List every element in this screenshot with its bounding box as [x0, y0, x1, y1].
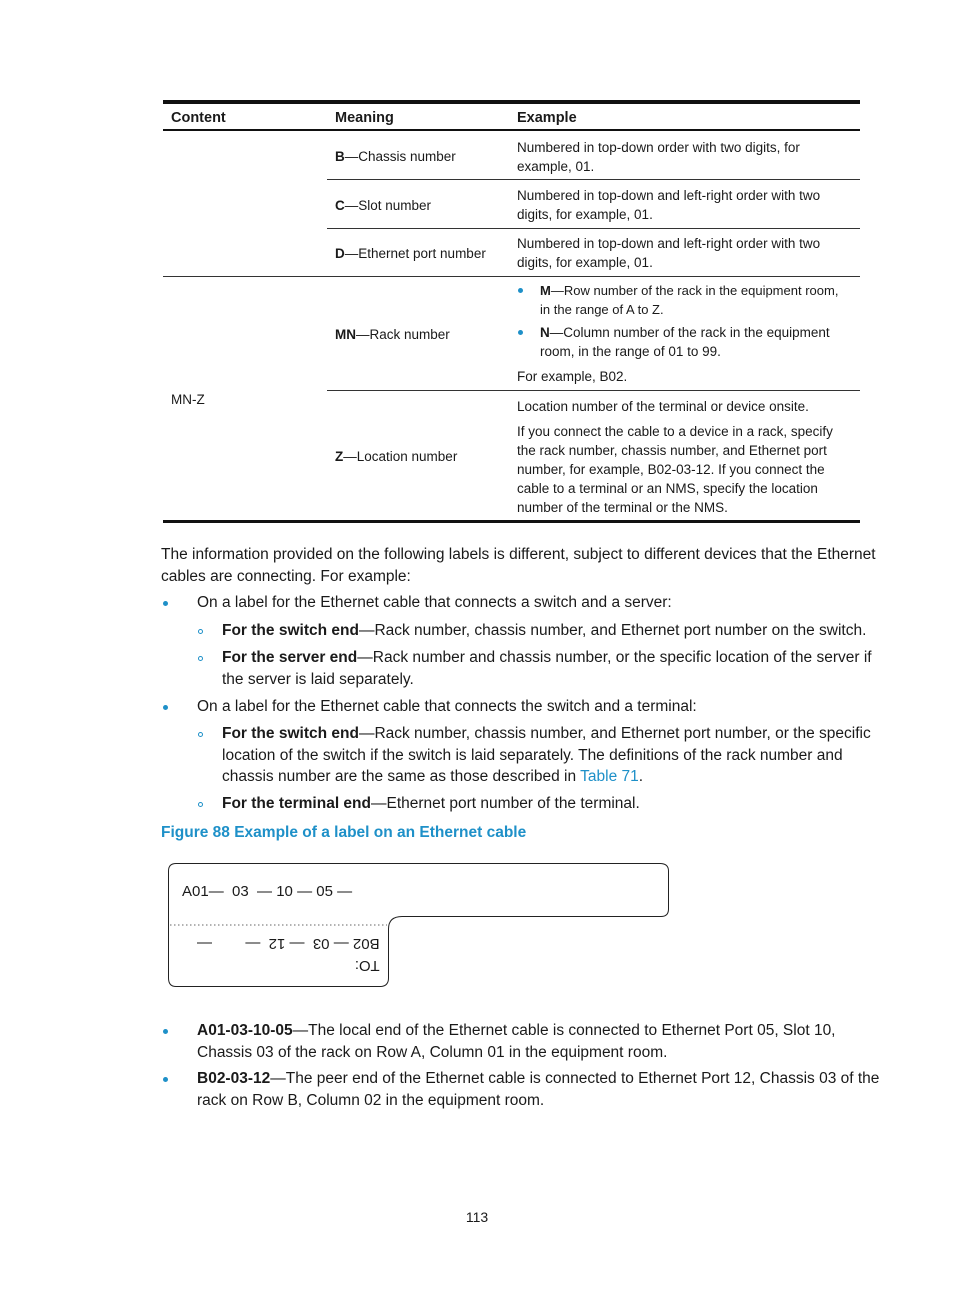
header-example: Example	[517, 110, 577, 126]
explain-peer-end: B02-03-12—The peer end of the Ethernet cable is connected to Ethernet Port 12, Chassis 03 of the rack on Row B, Column 02 in the equipment room.	[197, 1070, 880, 1109]
example-b: Numbered in top-down order with two digits, for example, 01.	[517, 140, 800, 174]
bullet-dot	[163, 1029, 168, 1034]
meaning-z: Z—Location number	[335, 449, 458, 464]
row-divider	[327, 390, 860, 391]
row-divider	[327, 228, 860, 229]
sub-bullet-circle	[198, 732, 203, 737]
sub-bullet-server-end: For the server end—Rack number and chassis number, or the specific location of the server if the server is laid separately.	[222, 649, 872, 688]
figure-caption: Figure 88 Example of a label on an Ethernet cable	[161, 824, 527, 841]
example-d: Numbered in top-down and left-right order with two digits, for example, 01.	[517, 236, 821, 270]
meaning-mn: MN—Rack number	[335, 327, 450, 342]
bullet-switch-server: On a label for the Ethernet cable that connects a switch and a server:	[197, 594, 672, 611]
intro-paragraph: The information provided on the following labels is different, subject to different devices that the Ethernet cables are connecting. For example:	[161, 546, 876, 585]
meaning-b: B—Chassis number	[335, 149, 456, 164]
label-peer-end-area	[168, 929, 388, 985]
cable-label-figure	[168, 863, 670, 987]
z-example-p1: Location number of the terminal or device onsite.	[517, 399, 809, 414]
sub-bullet-switch-end: For the switch end—Rack number, chassis number, and Ethernet port number on the switch.	[222, 622, 867, 639]
table-bottom-rule	[163, 520, 860, 523]
table-header-rule	[163, 129, 860, 131]
bullet-dot	[518, 330, 523, 335]
table-71-link[interactable]: Table 71	[580, 768, 639, 785]
meaning-d: D—Ethernet port number	[335, 246, 486, 261]
sub-bullet-circle	[198, 629, 203, 634]
mn-bullet-n: N—Column number of the rack in the equipment room, in the range of 01 to 99.	[540, 325, 830, 359]
table-top-rule	[163, 100, 860, 104]
sub-bullet-switch-end-2: For the switch end—Rack number, chassis number, and Ethernet port number, or the specific location of the switch if the switch is laid separately. The definitions of the rack number and chassis number are the same as those described in Table 71.	[222, 725, 871, 785]
row-divider	[163, 276, 860, 277]
mn-example: For example, B02.	[517, 369, 628, 384]
sub-bullet-circle	[198, 802, 203, 807]
explain-local-end: A01-03-10-05—The local end of the Ethernet cable is connected to Ethernet Port 05, Slot 10, Chassis 03 of the rack on Row A, Column 01 in the equipment room.	[197, 1022, 836, 1061]
header-content: Content	[171, 110, 226, 126]
header-meaning: Meaning	[335, 110, 394, 126]
bullet-dot	[163, 1077, 168, 1082]
label-peer-end: TO: B02 — 03 — 12 — —	[197, 935, 380, 974]
bullet-switch-terminal: On a label for the Ethernet cable that connects the switch and a terminal:	[197, 698, 697, 715]
bullet-dot	[163, 705, 168, 710]
z-example-p2: If you connect the cable to a device in a rack, specify the rack number, chassis number, and Ethernet port number, for example, B02-03-12. If you connect the cable to a terminal or an NMS, specify the location number of the terminal or the NMS.	[517, 424, 833, 515]
page-number: 113	[465, 1209, 489, 1225]
mn-bullet-m: M—Row number of the rack in the equipment room, in the range of A to Z.	[540, 283, 839, 317]
row-divider	[327, 179, 860, 180]
example-c: Numbered in top-down and left-right order with two digits, for example, 01.	[517, 188, 821, 222]
bullet-dot	[163, 601, 168, 606]
label-local-end: A01— 03 — 10 — 05 —	[182, 883, 353, 900]
sub-bullet-terminal-end: For the terminal end—Ethernet port number of the terminal.	[222, 795, 640, 812]
content-mnz: MN-Z	[171, 392, 205, 407]
meaning-c: C—Slot number	[335, 198, 432, 213]
bullet-dot	[518, 288, 523, 293]
sub-bullet-circle	[198, 656, 203, 661]
